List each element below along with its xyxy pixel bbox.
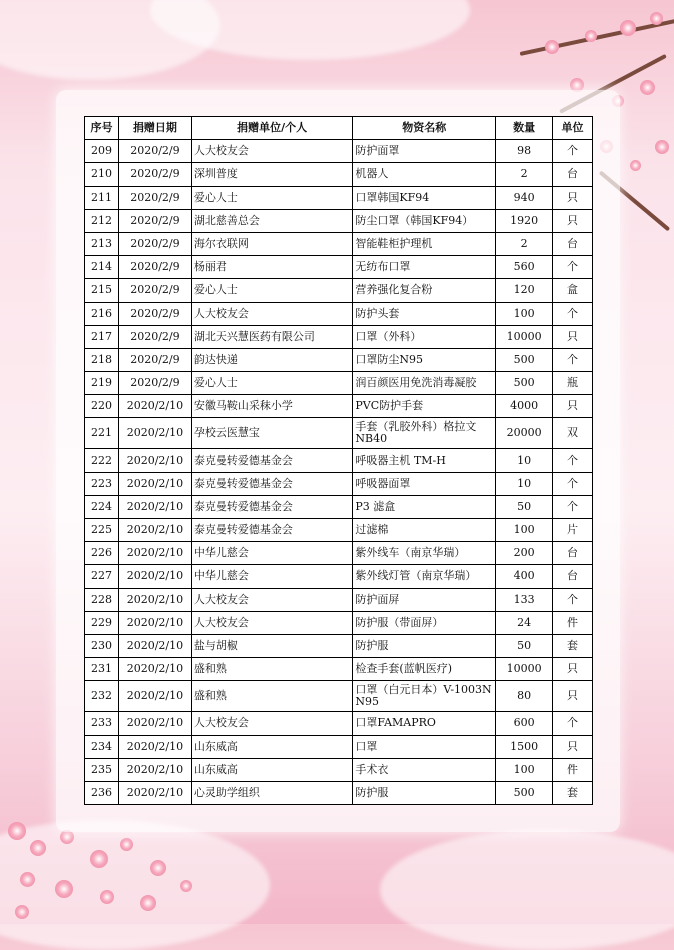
item-cell: 口罩 bbox=[353, 735, 496, 758]
table-body bbox=[85, 140, 593, 805]
item-cell: 呼吸器面罩 bbox=[353, 472, 496, 495]
item-cell: 手术衣 bbox=[353, 758, 496, 781]
item-cell: 防护面罩 bbox=[353, 140, 496, 163]
header-unit: 单位 bbox=[553, 117, 593, 140]
quantity-cell: 1920 bbox=[496, 209, 553, 232]
quantity-cell: 100 bbox=[496, 302, 553, 325]
table-row bbox=[85, 302, 593, 325]
header-quantity: 数量 bbox=[496, 117, 553, 140]
date-cell: 2020/2/9 bbox=[118, 279, 191, 302]
header-date: 捐赠日期 bbox=[118, 117, 191, 140]
item-cell: 营养强化复合粉 bbox=[353, 279, 496, 302]
item-cell: 无纺布口罩 bbox=[353, 256, 496, 279]
cloud-decoration bbox=[380, 830, 674, 950]
date-cell: 2020/2/10 bbox=[118, 758, 191, 781]
item-cell: 口罩FAMAPRO bbox=[353, 712, 496, 735]
unit-cell: 双 bbox=[553, 418, 593, 449]
unit-cell: 台 bbox=[553, 565, 593, 588]
donor-cell: 湖北慈善总会 bbox=[191, 209, 352, 232]
header-serial: 序号 bbox=[85, 117, 119, 140]
unit-cell: 瓶 bbox=[553, 372, 593, 395]
unit-cell: 套 bbox=[553, 634, 593, 657]
unit-cell: 个 bbox=[553, 348, 593, 371]
serial-cell: 213 bbox=[85, 232, 119, 255]
serial-cell: 225 bbox=[85, 519, 119, 542]
date-cell: 2020/2/9 bbox=[118, 302, 191, 325]
serial-cell: 235 bbox=[85, 758, 119, 781]
serial-cell: 217 bbox=[85, 325, 119, 348]
item-cell: 手套（乳胶外科）格拉文NB40 bbox=[353, 418, 496, 449]
item-cell: 口罩防尘N95 bbox=[353, 348, 496, 371]
serial-cell: 221 bbox=[85, 418, 119, 449]
item-cell: 过滤棉 bbox=[353, 519, 496, 542]
quantity-cell: 10000 bbox=[496, 325, 553, 348]
table-row bbox=[85, 588, 593, 611]
quantity-cell: 10000 bbox=[496, 658, 553, 681]
table-row bbox=[85, 325, 593, 348]
item-cell: 呼吸器主机 TM-H bbox=[353, 449, 496, 472]
donor-cell: 泰克曼转爱德基金会 bbox=[191, 495, 352, 518]
table-row bbox=[85, 758, 593, 781]
serial-cell: 230 bbox=[85, 634, 119, 657]
serial-cell: 212 bbox=[85, 209, 119, 232]
donor-cell: 人大校友会 bbox=[191, 712, 352, 735]
item-cell: PVC防护手套 bbox=[353, 395, 496, 418]
table-row bbox=[85, 140, 593, 163]
donor-cell: 湖北天兴慧医药有限公司 bbox=[191, 325, 352, 348]
serial-cell: 223 bbox=[85, 472, 119, 495]
unit-cell: 个 bbox=[553, 495, 593, 518]
date-cell: 2020/2/10 bbox=[118, 658, 191, 681]
quantity-cell: 100 bbox=[496, 758, 553, 781]
serial-cell: 232 bbox=[85, 681, 119, 712]
quantity-cell: 4000 bbox=[496, 395, 553, 418]
table-row bbox=[85, 472, 593, 495]
table-row bbox=[85, 209, 593, 232]
table-row bbox=[85, 611, 593, 634]
serial-cell: 215 bbox=[85, 279, 119, 302]
quantity-cell: 98 bbox=[496, 140, 553, 163]
serial-cell: 224 bbox=[85, 495, 119, 518]
quantity-cell: 500 bbox=[496, 348, 553, 371]
quantity-cell: 1500 bbox=[496, 735, 553, 758]
serial-cell: 209 bbox=[85, 140, 119, 163]
quantity-cell: 200 bbox=[496, 542, 553, 565]
unit-cell: 个 bbox=[553, 256, 593, 279]
serial-cell: 222 bbox=[85, 449, 119, 472]
table-row bbox=[85, 163, 593, 186]
quantity-cell: 10 bbox=[496, 472, 553, 495]
donor-cell: 山东威高 bbox=[191, 758, 352, 781]
donor-cell: 泰克曼转爱德基金会 bbox=[191, 472, 352, 495]
unit-cell: 件 bbox=[553, 611, 593, 634]
serial-cell: 210 bbox=[85, 163, 119, 186]
date-cell: 2020/2/10 bbox=[118, 588, 191, 611]
donor-cell: 泰克曼转爱德基金会 bbox=[191, 519, 352, 542]
table-row bbox=[85, 449, 593, 472]
item-cell: 防尘口罩（韩国KF94） bbox=[353, 209, 496, 232]
item-cell: 防护头套 bbox=[353, 302, 496, 325]
table-row bbox=[85, 565, 593, 588]
donor-cell: 人大校友会 bbox=[191, 140, 352, 163]
donor-cell: 人大校友会 bbox=[191, 302, 352, 325]
unit-cell: 只 bbox=[553, 209, 593, 232]
unit-cell: 套 bbox=[553, 781, 593, 804]
table-row bbox=[85, 348, 593, 371]
donor-cell: 人大校友会 bbox=[191, 611, 352, 634]
unit-cell: 个 bbox=[553, 472, 593, 495]
item-cell: 防护面屏 bbox=[353, 588, 496, 611]
donor-cell: 爱心人士 bbox=[191, 372, 352, 395]
donor-cell: 爱心人士 bbox=[191, 279, 352, 302]
unit-cell: 只 bbox=[553, 658, 593, 681]
quantity-cell: 940 bbox=[496, 186, 553, 209]
unit-cell: 只 bbox=[553, 186, 593, 209]
quantity-cell: 24 bbox=[496, 611, 553, 634]
unit-cell: 件 bbox=[553, 758, 593, 781]
table-row bbox=[85, 681, 593, 712]
item-cell: 防护服 bbox=[353, 781, 496, 804]
serial-cell: 229 bbox=[85, 611, 119, 634]
serial-cell: 214 bbox=[85, 256, 119, 279]
donor-cell: 山东威高 bbox=[191, 735, 352, 758]
donor-cell: 中华儿慈会 bbox=[191, 565, 352, 588]
date-cell: 2020/2/9 bbox=[118, 163, 191, 186]
donor-cell: 安徽马鞍山采秣小学 bbox=[191, 395, 352, 418]
quantity-cell: 100 bbox=[496, 519, 553, 542]
date-cell: 2020/2/9 bbox=[118, 186, 191, 209]
date-cell: 2020/2/10 bbox=[118, 542, 191, 565]
donation-table bbox=[84, 116, 593, 805]
quantity-cell: 20000 bbox=[496, 418, 553, 449]
quantity-cell: 80 bbox=[496, 681, 553, 712]
quantity-cell: 133 bbox=[496, 588, 553, 611]
serial-cell: 216 bbox=[85, 302, 119, 325]
table-row bbox=[85, 256, 593, 279]
serial-cell: 227 bbox=[85, 565, 119, 588]
table-row bbox=[85, 186, 593, 209]
table-row bbox=[85, 781, 593, 804]
donor-cell: 人大校友会 bbox=[191, 588, 352, 611]
donor-cell: 爱心人士 bbox=[191, 186, 352, 209]
serial-cell: 231 bbox=[85, 658, 119, 681]
table-row bbox=[85, 372, 593, 395]
date-cell: 2020/2/9 bbox=[118, 325, 191, 348]
quantity-cell: 500 bbox=[496, 781, 553, 804]
table-header-row bbox=[85, 117, 593, 140]
serial-cell: 234 bbox=[85, 735, 119, 758]
donor-cell: 海尔衣联网 bbox=[191, 232, 352, 255]
table-row bbox=[85, 519, 593, 542]
date-cell: 2020/2/10 bbox=[118, 681, 191, 712]
unit-cell: 台 bbox=[553, 542, 593, 565]
table-row bbox=[85, 634, 593, 657]
table-row bbox=[85, 658, 593, 681]
donor-cell: 杨丽君 bbox=[191, 256, 352, 279]
quantity-cell: 2 bbox=[496, 163, 553, 186]
item-cell: 润百颜医用免洗消毒凝胶 bbox=[353, 372, 496, 395]
item-cell: 检查手套(蓝帆医疗) bbox=[353, 658, 496, 681]
unit-cell: 盒 bbox=[553, 279, 593, 302]
date-cell: 2020/2/9 bbox=[118, 348, 191, 371]
table-row bbox=[85, 712, 593, 735]
donor-cell: 泰克曼转爱德基金会 bbox=[191, 449, 352, 472]
donor-cell: 深圳普度 bbox=[191, 163, 352, 186]
quantity-cell: 600 bbox=[496, 712, 553, 735]
unit-cell: 片 bbox=[553, 519, 593, 542]
unit-cell: 个 bbox=[553, 140, 593, 163]
serial-cell: 226 bbox=[85, 542, 119, 565]
unit-cell: 台 bbox=[553, 163, 593, 186]
date-cell: 2020/2/10 bbox=[118, 565, 191, 588]
unit-cell: 个 bbox=[553, 712, 593, 735]
unit-cell: 台 bbox=[553, 232, 593, 255]
serial-cell: 236 bbox=[85, 781, 119, 804]
unit-cell: 只 bbox=[553, 325, 593, 348]
date-cell: 2020/2/9 bbox=[118, 256, 191, 279]
serial-cell: 228 bbox=[85, 588, 119, 611]
table-row bbox=[85, 395, 593, 418]
table-row bbox=[85, 279, 593, 302]
serial-cell: 233 bbox=[85, 712, 119, 735]
date-cell: 2020/2/9 bbox=[118, 140, 191, 163]
donor-cell: 盛和熟 bbox=[191, 681, 352, 712]
serial-cell: 219 bbox=[85, 372, 119, 395]
date-cell: 2020/2/10 bbox=[118, 712, 191, 735]
date-cell: 2020/2/9 bbox=[118, 372, 191, 395]
date-cell: 2020/2/10 bbox=[118, 495, 191, 518]
unit-cell: 只 bbox=[553, 681, 593, 712]
date-cell: 2020/2/10 bbox=[118, 611, 191, 634]
item-cell: 紫外线灯管（南京华瑞） bbox=[353, 565, 496, 588]
donor-cell: 盐与胡椒 bbox=[191, 634, 352, 657]
unit-cell: 只 bbox=[553, 735, 593, 758]
item-cell: 机器人 bbox=[353, 163, 496, 186]
donor-cell: 孕校云医慧宝 bbox=[191, 418, 352, 449]
item-cell: 口罩韩国KF94 bbox=[353, 186, 496, 209]
date-cell: 2020/2/10 bbox=[118, 634, 191, 657]
table-row bbox=[85, 232, 593, 255]
item-cell: 紫外线车（南京华瑞） bbox=[353, 542, 496, 565]
quantity-cell: 10 bbox=[496, 449, 553, 472]
date-cell: 2020/2/10 bbox=[118, 449, 191, 472]
donor-cell: 盛和熟 bbox=[191, 658, 352, 681]
serial-cell: 220 bbox=[85, 395, 119, 418]
donor-cell: 中华儿慈会 bbox=[191, 542, 352, 565]
quantity-cell: 50 bbox=[496, 634, 553, 657]
unit-cell: 个 bbox=[553, 449, 593, 472]
item-cell: 防护服（带面屏） bbox=[353, 611, 496, 634]
unit-cell: 个 bbox=[553, 588, 593, 611]
date-cell: 2020/2/9 bbox=[118, 209, 191, 232]
table-row bbox=[85, 495, 593, 518]
unit-cell: 个 bbox=[553, 302, 593, 325]
serial-cell: 218 bbox=[85, 348, 119, 371]
date-cell: 2020/2/10 bbox=[118, 735, 191, 758]
date-cell: 2020/2/10 bbox=[118, 781, 191, 804]
date-cell: 2020/2/9 bbox=[118, 232, 191, 255]
quantity-cell: 120 bbox=[496, 279, 553, 302]
date-cell: 2020/2/10 bbox=[118, 519, 191, 542]
item-cell: 口罩（白元日本）V-1003N N95 bbox=[353, 681, 496, 712]
serial-cell: 211 bbox=[85, 186, 119, 209]
quantity-cell: 560 bbox=[496, 256, 553, 279]
date-cell: 2020/2/10 bbox=[118, 395, 191, 418]
table-row bbox=[85, 418, 593, 449]
donor-cell: 韵达快递 bbox=[191, 348, 352, 371]
donor-cell: 心灵助学组织 bbox=[191, 781, 352, 804]
header-item: 物资名称 bbox=[353, 117, 496, 140]
quantity-cell: 400 bbox=[496, 565, 553, 588]
item-cell: P3 滤盒 bbox=[353, 495, 496, 518]
unit-cell: 只 bbox=[553, 395, 593, 418]
item-cell: 防护服 bbox=[353, 634, 496, 657]
quantity-cell: 2 bbox=[496, 232, 553, 255]
date-cell: 2020/2/10 bbox=[118, 472, 191, 495]
quantity-cell: 500 bbox=[496, 372, 553, 395]
item-cell: 智能鞋柜护理机 bbox=[353, 232, 496, 255]
table-row bbox=[85, 735, 593, 758]
header-donor: 捐赠单位/个人 bbox=[191, 117, 352, 140]
date-cell: 2020/2/10 bbox=[118, 418, 191, 449]
quantity-cell: 50 bbox=[496, 495, 553, 518]
item-cell: 口罩（外科） bbox=[353, 325, 496, 348]
table-row bbox=[85, 542, 593, 565]
